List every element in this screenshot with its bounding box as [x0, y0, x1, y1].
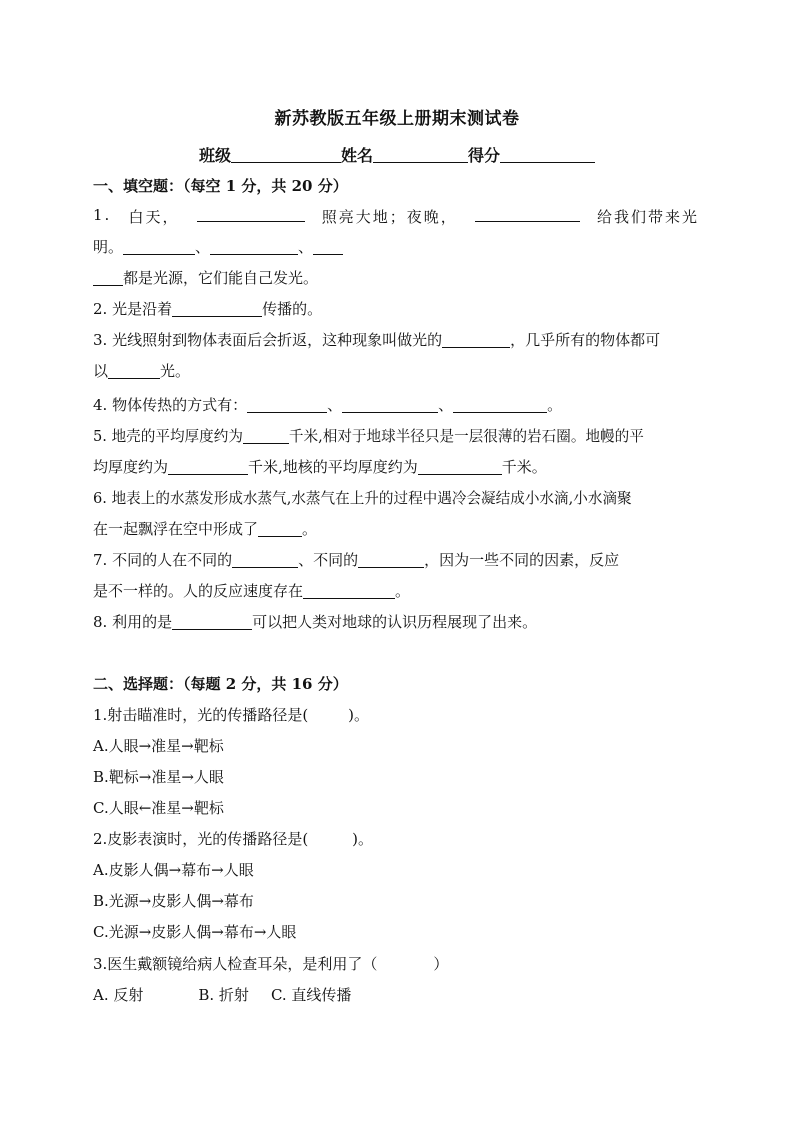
answer-blank: [172, 614, 252, 630]
mc-option: A.皮影人偶→幕布→人眼: [93, 861, 254, 879]
page-title: 新苏教版五年级上册期末测试卷: [274, 109, 520, 129]
answer-blank: [197, 206, 305, 222]
class-blank: [231, 146, 341, 163]
answer-blank: [93, 270, 123, 286]
answer-blank: [313, 239, 343, 255]
question-4: 4. 物体传热的方式有： 、 、 。: [93, 396, 563, 414]
mc-option: B.靶标→准星→人眼: [93, 768, 224, 786]
score-blank: [500, 146, 595, 163]
question-1-line-1: 1. 白天， 照亮大地；夜晚， 给我们带来光: [93, 206, 699, 226]
answer-blank: [358, 552, 424, 568]
answer-blank: [123, 239, 195, 255]
section-heading-multiple-choice: 二、选择题：（每题 2 分，共 16 分）: [93, 675, 348, 693]
question-6-line-1: 6. 地表上的水蒸发形成水蒸气,水蒸气在上升的过程中遇冷会凝结成小水滴,小水滴聚: [93, 490, 632, 507]
question-5-line-1: 5. 地壳的平均厚度约为 千米,相对于地球半径只是一层很薄的岩石圈。地幔的平: [93, 428, 644, 445]
answer-blank: [453, 397, 547, 413]
mc-option: A.人眼→准星→靶标: [93, 737, 224, 755]
answer-blank: [172, 301, 262, 317]
mc-option: A. 反射: [93, 986, 144, 1004]
mc-option: C.人眼←准星→靶标: [93, 799, 224, 817]
question-7-line-2: 是不一样的。人的反应速度存在 。: [93, 582, 411, 600]
mc-question-3-stem: 3.医生戴额镜给病人检查耳朵，是利用了（ ）: [93, 955, 449, 973]
mc-question-1-stem: 1.射击瞄准时，光的传播路径是( )。: [93, 706, 370, 724]
answer-blank: [303, 583, 395, 599]
mc-options-row: [93, 984, 351, 1005]
score-label: 得分: [468, 146, 501, 165]
answer-blank: [418, 459, 502, 475]
section-heading-fill-blank: 一、填空题：（每空 1 分，共 20 分）: [93, 177, 348, 195]
answer-blank: [168, 459, 248, 475]
mc-option: B. 折射: [198, 986, 249, 1004]
answer-blank: [442, 332, 510, 348]
mc-option: C.光源→皮影人偶→幕布→人眼: [93, 923, 297, 941]
question-7-line-1: 7. 不同的人在不同的 、不同的 ，因为一些不同的因素，反应: [93, 551, 620, 569]
name-label: 姓名: [340, 146, 373, 165]
answer-blank: [475, 206, 580, 222]
answer-blank: [258, 521, 302, 537]
answer-blank: [232, 552, 298, 568]
question-5-line-2: 均厚度约为 千米,地核的平均厚度约为 千米。: [93, 458, 547, 476]
answer-blank: [243, 428, 289, 444]
question-2: 2. 光是沿着 传播的。: [93, 300, 323, 318]
mc-option: B.光源→皮影人偶→幕布: [93, 892, 254, 910]
question-1-line-2: 明。 、 、: [93, 236, 699, 257]
class-label: 班级: [198, 146, 231, 165]
student-info-row: [0, 143, 794, 166]
mc-option: C. 直线传播: [270, 986, 352, 1004]
question-6-line-2: 在一起飘浮在空中形成了 。: [93, 520, 318, 538]
question-3-line-2: 以 光。: [93, 362, 191, 380]
answer-blank: [342, 397, 438, 413]
question-3-line-1: 3. 光线照射到物体表面后会折返，这种现象叫做光的 ，几乎所有的物体都可: [93, 331, 661, 349]
answer-blank: [108, 363, 160, 379]
question-1-line-3: 都是光源，它们能自己发光。: [93, 267, 699, 288]
mc-question-2-stem: 2.皮影表演时，光的传播路径是( )。: [93, 830, 374, 848]
answer-blank: [210, 239, 298, 255]
question-8: 8. 利用的是 可以把人类对地球的认识历程展现了出来。: [93, 613, 538, 631]
name-blank: [373, 146, 468, 163]
answer-blank: [247, 397, 327, 413]
